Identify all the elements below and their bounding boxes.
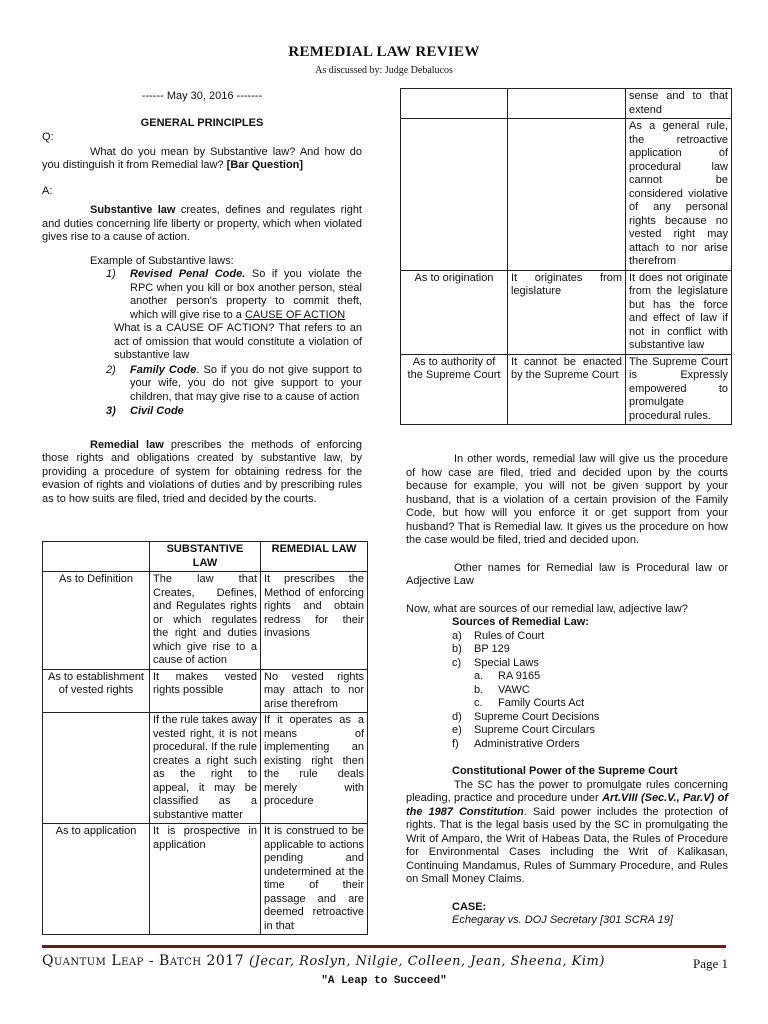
cause-of-action-note: What is a CAUSE OF ACTION? That refers to an act of omission that would constitute a violation of substantive law (114, 322, 362, 361)
document-title: REMEDIAL LAW REVIEW (288, 44, 480, 60)
table-row (43, 824, 368, 935)
list-marker: c) (452, 656, 462, 669)
list-marker: b. (474, 683, 484, 696)
remedial-cell: It is construed to be applicable to actions pending and undetermined at the time of their passage and are deemed retroactive in that (261, 824, 368, 935)
section-heading: GENERAL PRINCIPLES (140, 116, 264, 129)
list-marker: a. (474, 670, 484, 682)
comparison-table (42, 541, 368, 935)
remedial-definition (42, 439, 362, 507)
document-subtitle: As discussed by: Judge Debalucos (315, 65, 453, 76)
cause-of-action-term: CAUSE OF ACTION (244, 308, 346, 321)
const-text-b: . Said power includes the protection of rights. That is the legal basis used by the SC in promulgating the Writ of Amparo, the Writ of Habeas Data, the Rules of Procedure for Environmental Cases including the Writ of Kalikasan, Continuing Mandamus, Rules of Summary Procedure, and Rules on Small Money Claims. (406, 805, 728, 885)
row-label: As to origination (401, 270, 508, 354)
list-text: RA 9165 (498, 670, 541, 682)
table-row (43, 669, 368, 713)
row-label (401, 119, 508, 271)
list-item (452, 738, 728, 752)
example-title: Civil Code (130, 405, 184, 417)
substantive-cell: If the rule takes away vested right, it is not procedural. If the rule creates a right such as the right to appeal, it may be classified as a substantive matter (150, 713, 261, 824)
remedial-cell: The Supreme Court is Expressly empowered to promulgate procedural rules. (626, 354, 732, 425)
author-names: (Jecar, Roslyn, Nilgie, Colleen, Jean, Sheena, Kim) (249, 954, 605, 969)
example-text: So if you violate the RPC when you kill or box another person, steal another person's property to commit theft, which will give rise to a (130, 268, 362, 321)
remedial-cell: No vested rights may attach to nor arise therefrom (261, 669, 368, 713)
table-row (401, 119, 732, 271)
row-label (43, 713, 150, 824)
sources-heading: Sources of Remedial Law: (452, 616, 589, 628)
const-text-a: The SC has the power to promulgate rules concerning pleading, practice and procedure under (406, 778, 728, 804)
remedial-def-text: prescribes the methods of enforcing those rights and obligations created by substantive law, by providing a procedure of system for obtaining redress for the evasion of rights and violations of duties and by prescribing rules as to how suits are filed, tried and decided by the courts. (42, 438, 362, 505)
comparison-table-continued (400, 88, 732, 425)
substantive-definition (42, 204, 362, 245)
table-header-row (43, 542, 368, 572)
example-title: Family Code (130, 363, 197, 376)
list-item (474, 684, 728, 698)
constitutional-power-heading: Constitutional Power of the Supreme Court (452, 765, 678, 777)
table-row (401, 270, 732, 354)
other-names-paragraph: Other names for Remedial law is Procedural law or Adjective Law (406, 561, 728, 587)
explanation-paragraph: In other words, remedial law will give us the procedure of how case are filed, tried and decided upon by the courts because for example, you will not be given support by your husband, that is a violation of a certain provision of the Family Code, but how will you enforce it or get support from your husband? That is Remedial law. It gives us the procedure on how the case would be filed, tried and decided upon. (406, 453, 728, 546)
table-row (43, 572, 368, 670)
case-label: CASE: (452, 900, 487, 913)
remedial-term: Remedial law (90, 438, 164, 451)
list-marker: f) (452, 737, 459, 750)
question-text: What do you mean by Substantive law? And how do you distinguish it from Remedial law? (42, 145, 362, 171)
example-number: 2) (106, 363, 116, 376)
row-label: As to application (43, 824, 150, 935)
example-number: 1) (106, 268, 116, 280)
question-paragraph (42, 146, 362, 173)
list-text: Supreme Court Decisions (474, 710, 600, 723)
a-label: A: (42, 184, 53, 197)
remedial-cell: It does not originate from the legislature but has the force and effect of law if not in conflict with substantive law (626, 270, 732, 354)
remedial-cell: It prescribes the Method of enforcing rights and obtain redress for their invasions (261, 572, 368, 670)
example-title: Revised Penal Code. (130, 268, 246, 280)
list-text: Family Courts Act (498, 697, 585, 709)
constitution-reference: Art.VIII (Sec.V., Par.V) of the 1987 Constitution (406, 792, 729, 818)
q-label: Q: (42, 131, 54, 143)
left-column (42, 88, 362, 506)
footer-divider (42, 945, 726, 948)
list-text: VAWC (498, 683, 530, 696)
list-text: Supreme Court Circulars (474, 724, 596, 736)
footer-motto: "A Leap to Succeed" (321, 975, 447, 987)
row-label: As to authority of the Supreme Court (401, 354, 508, 425)
substantive-cell: It makes vested rights possible (150, 669, 261, 713)
list-marker: d) (452, 710, 462, 723)
lecture-date: ------ May 30, 2016 ------- (141, 90, 263, 102)
example-text: . So if you do not give support to your wife, you do not give support to your children, that may give rise to a cause of action (130, 363, 363, 403)
special-laws-list (452, 670, 728, 711)
list-text: Special Laws (474, 656, 539, 669)
page-number: Page 1 (692, 956, 728, 971)
list-item (452, 657, 728, 671)
example-item-family-code (106, 364, 362, 405)
table-row (401, 354, 732, 425)
example-list (42, 268, 362, 419)
table-row (43, 713, 368, 824)
case-citation: Echegaray vs. DOJ Secretary [301 SCRA 19] (452, 914, 673, 926)
substantive-cell (508, 119, 626, 271)
sources-list (406, 630, 728, 752)
substantive-term: Substantive law (90, 204, 176, 216)
example-number: 3) (106, 405, 116, 417)
remedial-cell: As a general rule, the retroactive application of procedural law cannot be considered violative of any personal rights because no vested right may attach to nor arise therefrom (626, 119, 732, 271)
example-item-rpc (106, 268, 362, 322)
list-marker: b) (452, 643, 462, 655)
list-marker: e) (452, 724, 462, 736)
example-heading: Example of Substantive laws: (90, 254, 234, 267)
header-remedial: REMEDIAL LAW (261, 542, 368, 572)
substantive-cell: The law that Creates, Defines, and Regulates rights or which regulates the right and duties which give rise to a cause of action (150, 572, 261, 670)
table-row (401, 89, 732, 119)
example-item-civil-code (106, 405, 362, 419)
remedial-cell: sense and to that extend (626, 89, 732, 119)
header-substantive: SUBSTANTIVE LAW (150, 542, 261, 572)
list-item (452, 724, 728, 738)
substantive-def-text: creates, defines and regulates right and duties concerning life liberty or property, which when violated gives rise to a cause of action. (42, 204, 362, 243)
footer-batch (42, 955, 605, 969)
list-marker: a) (452, 629, 462, 642)
table-header-empty (43, 542, 150, 572)
substantive-cell: It cannot be enacted by the Supreme Court (508, 354, 626, 425)
list-item (452, 643, 728, 657)
row-label: As to Definition (43, 572, 150, 670)
list-item (452, 630, 728, 644)
list-item (474, 670, 728, 684)
list-text: Rules of Court (474, 629, 545, 642)
bar-question-tag: [Bar Question] (226, 159, 304, 171)
row-label: As to establishment of vested rights (43, 669, 150, 713)
substantive-cell: It originates from legislature (508, 270, 626, 354)
sources-question: Now, what are sources of our remedial law, adjective law? (406, 602, 688, 615)
right-column (406, 453, 728, 928)
batch-label: Quantum Leap - Batch 2017 (42, 953, 245, 969)
substantive-cell: It is prospective in application (150, 824, 261, 935)
list-marker: c. (474, 697, 483, 709)
list-text: BP 129 (474, 643, 510, 655)
remedial-cell: If it operates as a means of implementing an existing right then the rule deals merely with procedure (261, 713, 368, 824)
list-text: Administrative Orders (474, 737, 580, 750)
list-item (474, 697, 728, 711)
row-label (401, 89, 508, 119)
substantive-cell (508, 89, 626, 119)
constitutional-power-paragraph (406, 779, 728, 887)
list-item (452, 711, 728, 725)
